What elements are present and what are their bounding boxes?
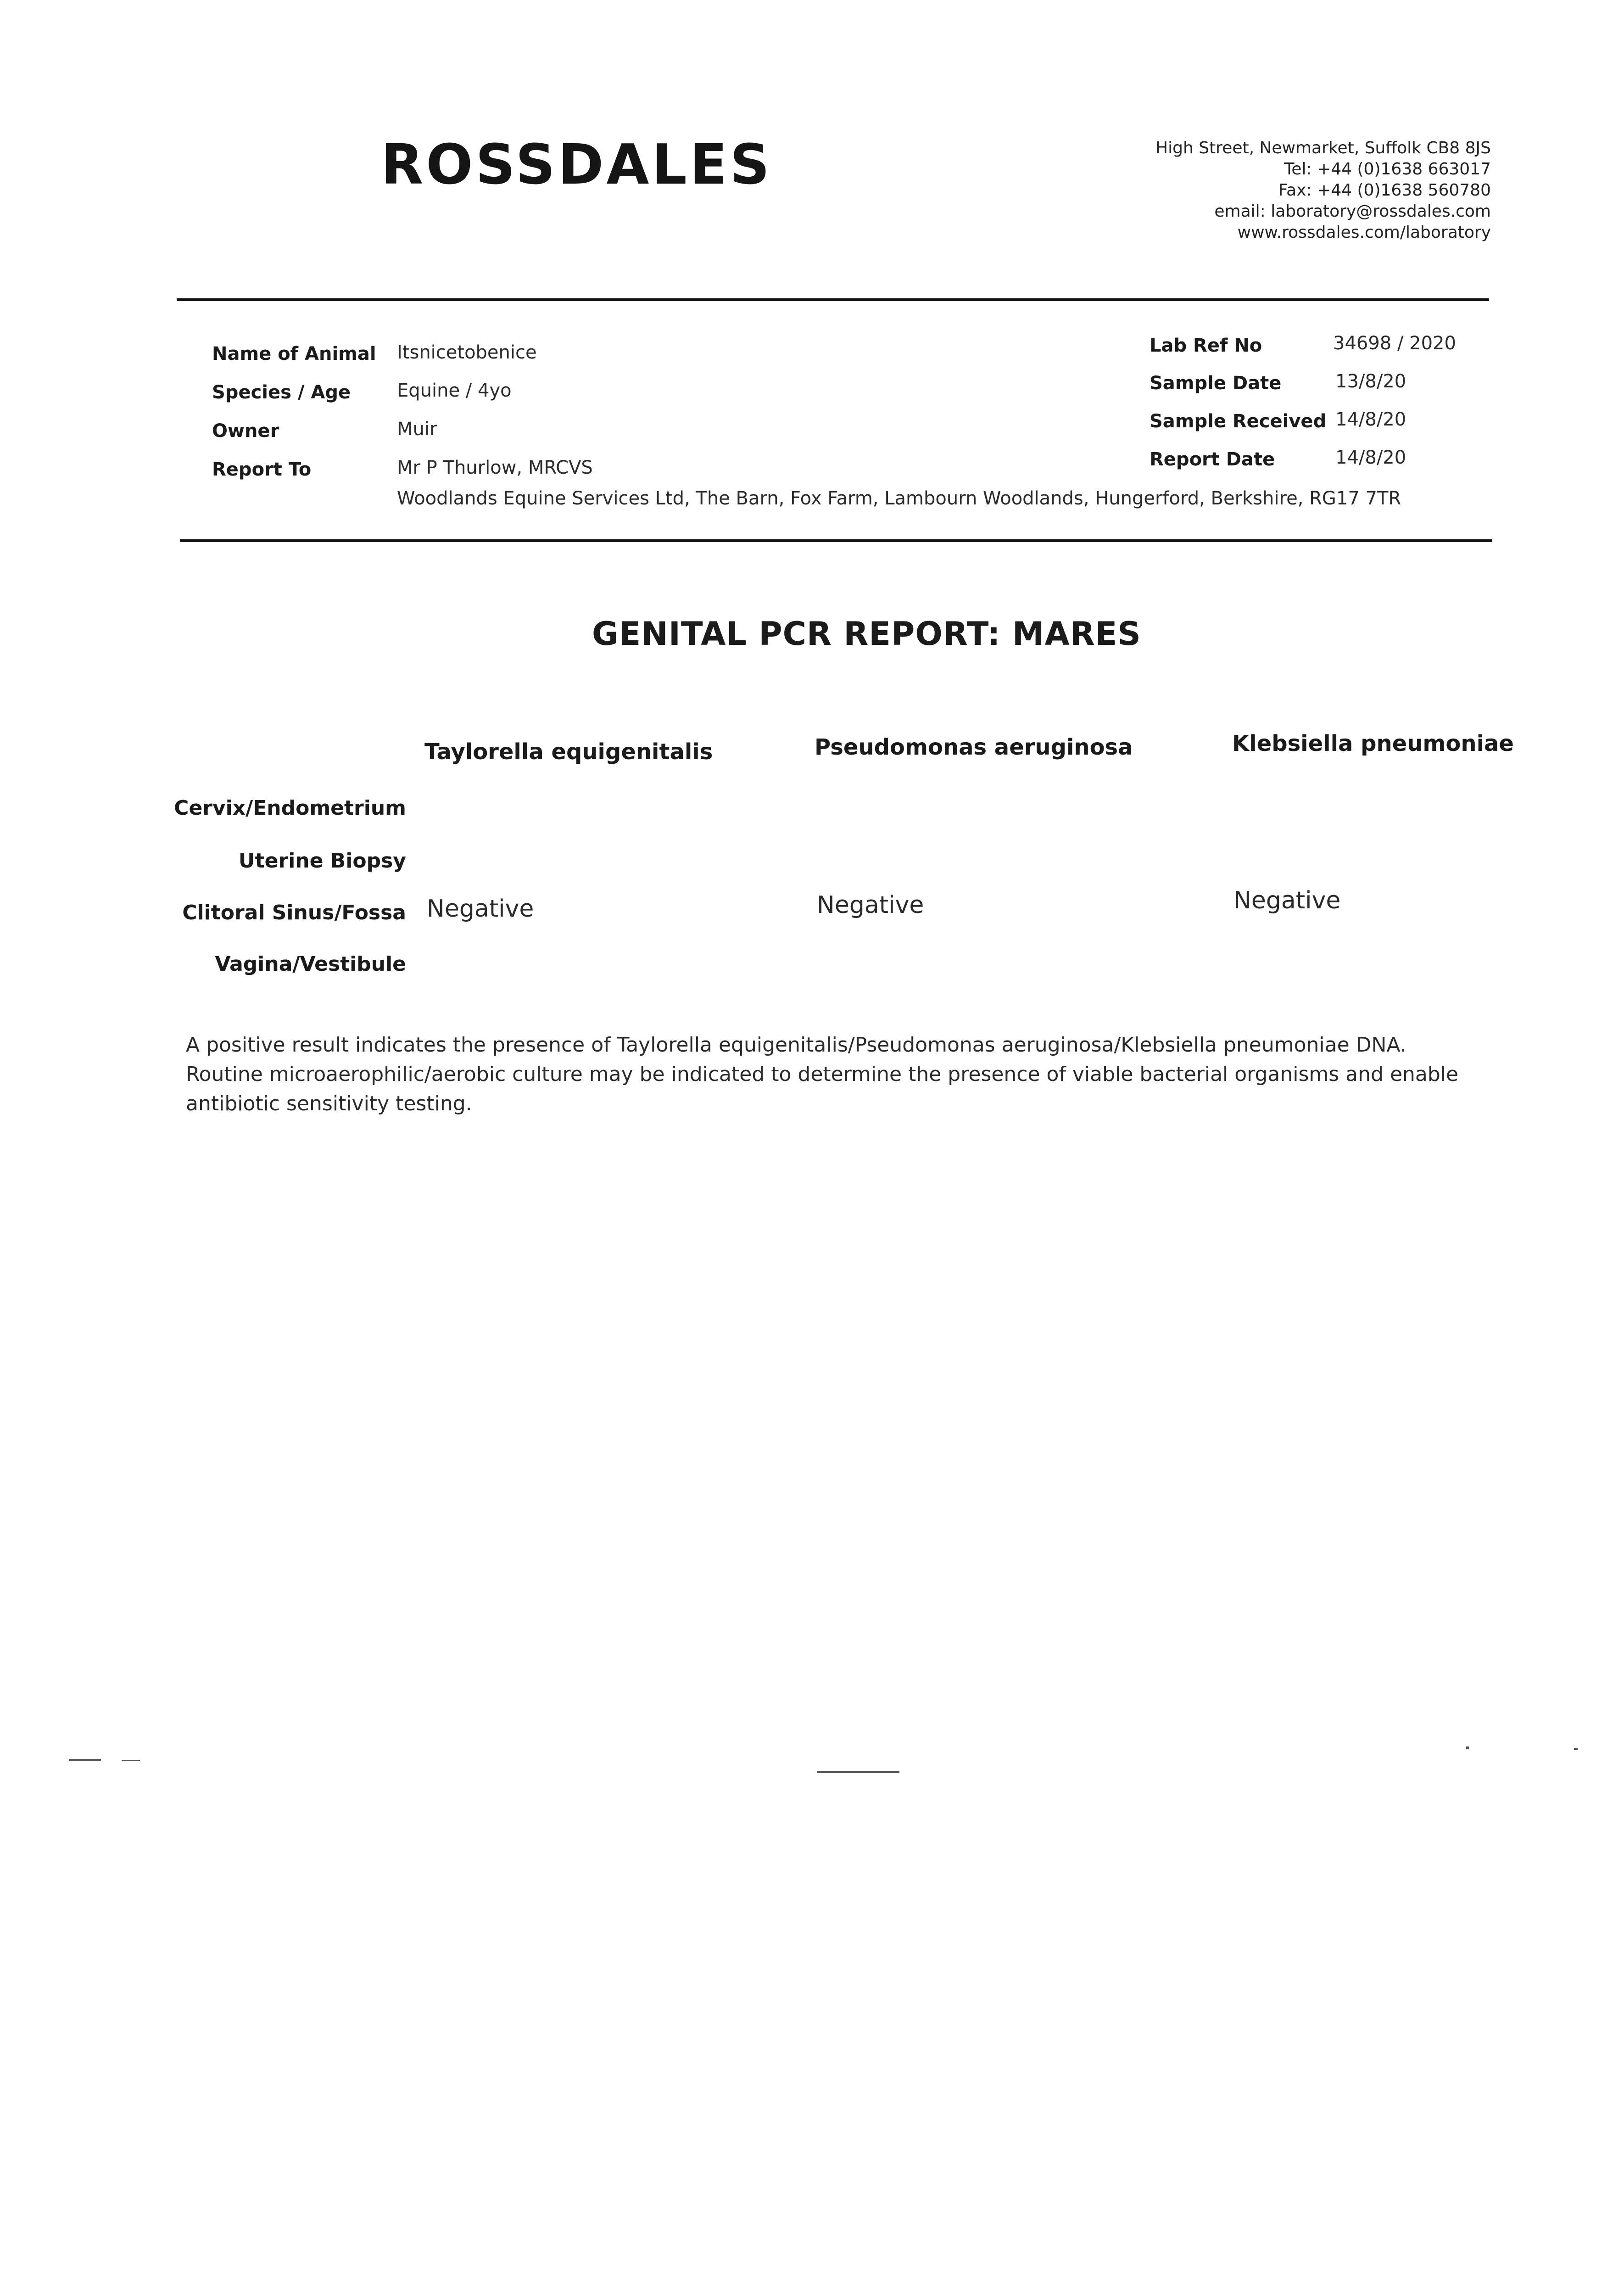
value-sample-received: 14/8/20 xyxy=(1335,409,1406,430)
result-clitoral-klebsiella: Negative xyxy=(1233,887,1341,914)
address-fax: Fax: +44 (0)1638 560780 xyxy=(1278,181,1491,200)
value-owner: Muir xyxy=(397,419,437,440)
row-label-clitoral-sinus-fossa: Clitoral Sinus/Fossa xyxy=(182,901,406,924)
label-report-to: Report To xyxy=(212,459,312,480)
label-sample-date: Sample Date xyxy=(1150,373,1282,394)
value-species-age: Equine / 4yo xyxy=(397,380,512,401)
label-report-date: Report Date xyxy=(1150,449,1275,470)
label-name-of-animal: Name of Animal xyxy=(212,343,376,364)
value-name-of-animal: Itsnicetobenice xyxy=(397,342,537,363)
lab-address-block xyxy=(1155,138,1491,243)
address-street: High Street, Newmarket, Suffolk CB8 8JS xyxy=(1155,139,1491,157)
value-report-to-address: Woodlands Equine Services Ltd, The Barn, Fox Farm, Lambourn Woodlands, Hungerford, Berkshire, RG17 7TR xyxy=(397,488,1401,509)
label-species-age: Species / Age xyxy=(212,382,351,403)
address-tel: Tel: +44 (0)1638 663017 xyxy=(1284,160,1491,179)
column-header-taylorella: Taylorella equigenitalis xyxy=(424,739,713,765)
address-email: email: laboratory@rossdales.com xyxy=(1214,202,1491,221)
value-sample-date: 13/8/20 xyxy=(1335,371,1406,392)
label-sample-received: Sample Received xyxy=(1150,411,1327,432)
label-lab-ref-no: Lab Ref No xyxy=(1150,335,1262,356)
value-report-date: 14/8/20 xyxy=(1335,447,1406,468)
scan-speck xyxy=(1466,1746,1469,1749)
report-footnote: A positive result indicates the presence of Taylorella equigenitalis/Pseudomonas aeruginosa/Klebsiella pneumoniae DNA. Routine microaerophilic/aerobic culture may be indicated to determine the presence of viable bacterial organisms and enable antibiotic sensitivity testing. xyxy=(186,1033,1459,1115)
scan-speck xyxy=(69,1759,101,1761)
row-label-cervix-endometrium: Cervix/Endometrium xyxy=(174,796,406,820)
rossdales-logo: ROSSDALES xyxy=(381,133,773,197)
value-report-to: Mr P Thurlow, MRCVS xyxy=(397,457,593,478)
row-label-vagina-vestibule: Vagina/Vestibule xyxy=(215,952,406,976)
report-title: GENITAL PCR REPORT: MARES xyxy=(592,615,1141,653)
address-website: www.rossdales.com/laboratory xyxy=(1237,223,1491,242)
value-lab-ref-no: 34698 / 2020 xyxy=(1333,333,1456,354)
scan-mark xyxy=(817,1771,899,1773)
scan-speck xyxy=(1574,1748,1578,1750)
label-owner: Owner xyxy=(212,420,279,442)
column-header-klebsiella: Klebsiella pneumoniae xyxy=(1232,731,1514,756)
result-clitoral-pseudomonas: Negative xyxy=(817,891,924,919)
scan-speck xyxy=(122,1760,140,1761)
result-clitoral-taylorella: Negative xyxy=(427,895,534,923)
header-divider-top xyxy=(177,298,1489,301)
row-label-uterine-biopsy: Uterine Biopsy xyxy=(238,849,406,873)
header-divider-bottom xyxy=(180,539,1492,542)
column-header-pseudomonas: Pseudomonas aeruginosa xyxy=(815,734,1133,760)
